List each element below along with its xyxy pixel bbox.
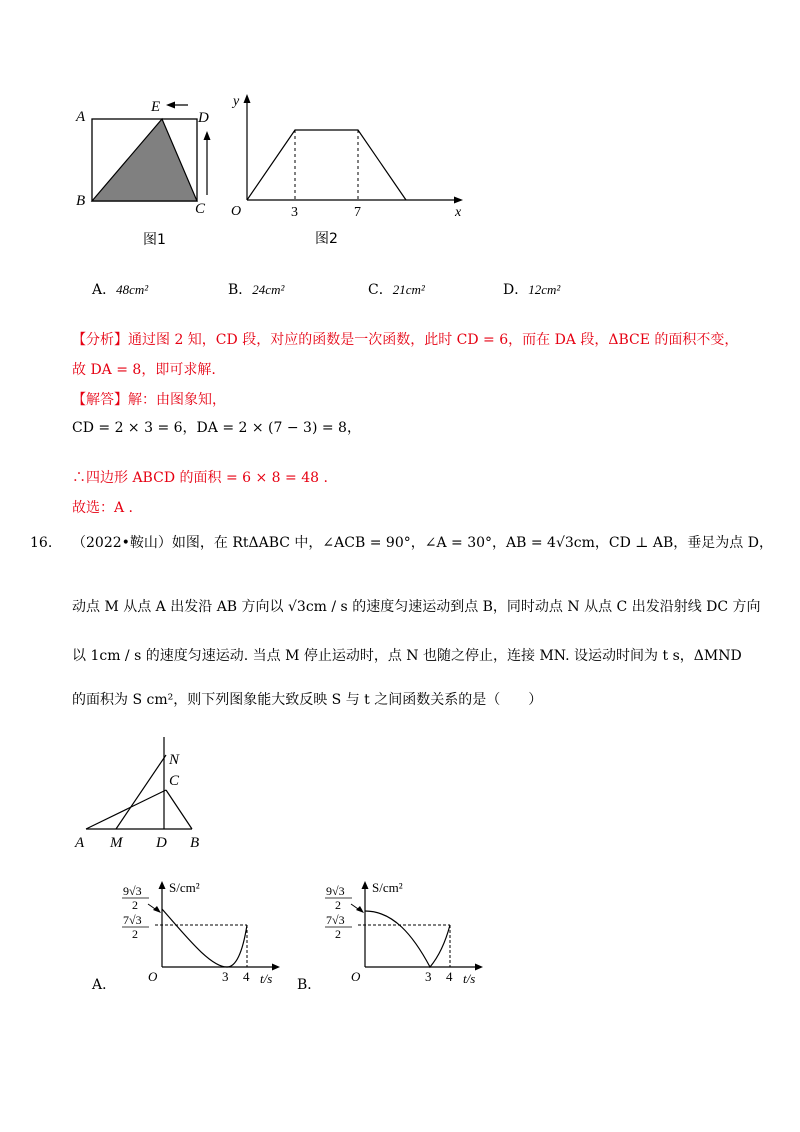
- point-d-label: D: [198, 110, 209, 126]
- triangle-bce: [92, 119, 197, 201]
- point-d-label: D: [156, 835, 167, 850]
- analysis-line-2: 故 DA = 8，即可求解.: [72, 362, 216, 378]
- figure-2-caption: 图2: [315, 231, 338, 247]
- svg-text:7√3: 7√3: [123, 913, 142, 927]
- figure-3: [70, 735, 220, 850]
- origin-label: O: [351, 969, 361, 984]
- svg-text:2: 2: [335, 898, 341, 912]
- tick-3: 3: [222, 969, 229, 984]
- option-b[interactable]: B．24cm²: [228, 282, 285, 298]
- solution-tag: 【解答】: [72, 392, 128, 408]
- analysis-line-1: 【分析】通过图 2 知，CD 段，对应的函数是一次函数，此时 CD = 6，而在 DA 段，ΔBCE 的面积不变，: [72, 332, 739, 348]
- q16-line-3: 以 1cm / s 的速度匀速运动. 当点 M 停止运动时，点 N 也随之停止，连接 MN. 设运动时间为 t s，ΔMND: [72, 648, 742, 664]
- graph-curve: [162, 909, 247, 967]
- x-axis-label: t/s: [463, 971, 476, 985]
- graph-line: [247, 130, 406, 200]
- q16-line-1: （2022•鞍山）如图，在 RtΔABC 中，∠ACB = 90°，∠A = 30°，AB = 4√3cm，CD ⊥ AB，垂足为点 D，: [72, 535, 773, 551]
- point-b-label: B: [190, 835, 200, 850]
- tick-3: 3: [291, 205, 298, 220]
- point-c-label: C: [195, 201, 206, 217]
- graph-option-b-letter[interactable]: B．: [297, 977, 322, 993]
- analysis-tag: 【分析】: [72, 332, 128, 348]
- q16-line-2: 动点 M 从点 A 出发沿 AB 方向以 √3cm / s 的速度匀速运动到点 B，同时动点 N 从点 C 出发沿射线 DC 方向: [72, 599, 761, 615]
- x-axis-label: t/s: [260, 971, 273, 985]
- graph-option-b[interactable]: [318, 875, 498, 985]
- q16-number: 16.: [30, 535, 53, 551]
- origin-label: O: [231, 204, 242, 219]
- tick-7: 7: [354, 205, 361, 220]
- point-b-label: B: [76, 193, 86, 209]
- q16-line-4: 的面积为 S cm²，则下列图象能大致反映 S 与 t 之间函数关系的是（ ）: [72, 692, 543, 708]
- y-axis-label: S/cm²: [372, 880, 403, 895]
- graph-option-a-letter[interactable]: A．: [92, 977, 117, 993]
- y-axis-label: S/cm²: [169, 880, 200, 895]
- solution-eq-2: ∴四边形 ABCD 的面积 = 6 × 8 = 48 .: [72, 470, 328, 486]
- solution-eq-1: CD = 2 × 3 = 6，DA = 2 × (7 − 3) = 8，: [72, 420, 361, 436]
- solution-line-1: 【解答】解：由图象知，: [72, 392, 226, 408]
- y-axis-label: y: [233, 94, 240, 109]
- option-a[interactable]: A．48cm²: [92, 282, 149, 298]
- solution-choice: 故选：A .: [72, 500, 134, 516]
- point-a-label: A: [76, 109, 86, 125]
- point-m-label: M: [110, 835, 123, 850]
- option-c[interactable]: C．21cm²: [368, 282, 425, 298]
- option-d[interactable]: D．12cm²: [503, 282, 561, 298]
- graph-curve: [365, 911, 450, 967]
- graph-option-a[interactable]: [115, 875, 295, 985]
- tick-4: 4: [243, 969, 250, 984]
- tick-3: 3: [425, 969, 432, 984]
- svg-text:9√3: 9√3: [326, 884, 345, 898]
- svg-text:9√3: 9√3: [123, 884, 142, 898]
- svg-text:7√3: 7√3: [326, 913, 345, 927]
- svg-text:2: 2: [335, 927, 341, 941]
- point-e-label: E: [151, 99, 161, 115]
- origin-label: O: [148, 969, 158, 984]
- svg-text:2: 2: [132, 898, 138, 912]
- point-c-label: C: [169, 773, 180, 789]
- x-axis-label: x: [455, 205, 462, 220]
- figure-1-caption: 图1: [143, 232, 166, 248]
- point-a-label: A: [75, 835, 85, 850]
- point-n-label: N: [169, 752, 180, 768]
- figure-2: [225, 88, 475, 228]
- svg-text:2: 2: [132, 927, 138, 941]
- figure-1: [70, 95, 220, 250]
- tick-4: 4: [446, 969, 453, 984]
